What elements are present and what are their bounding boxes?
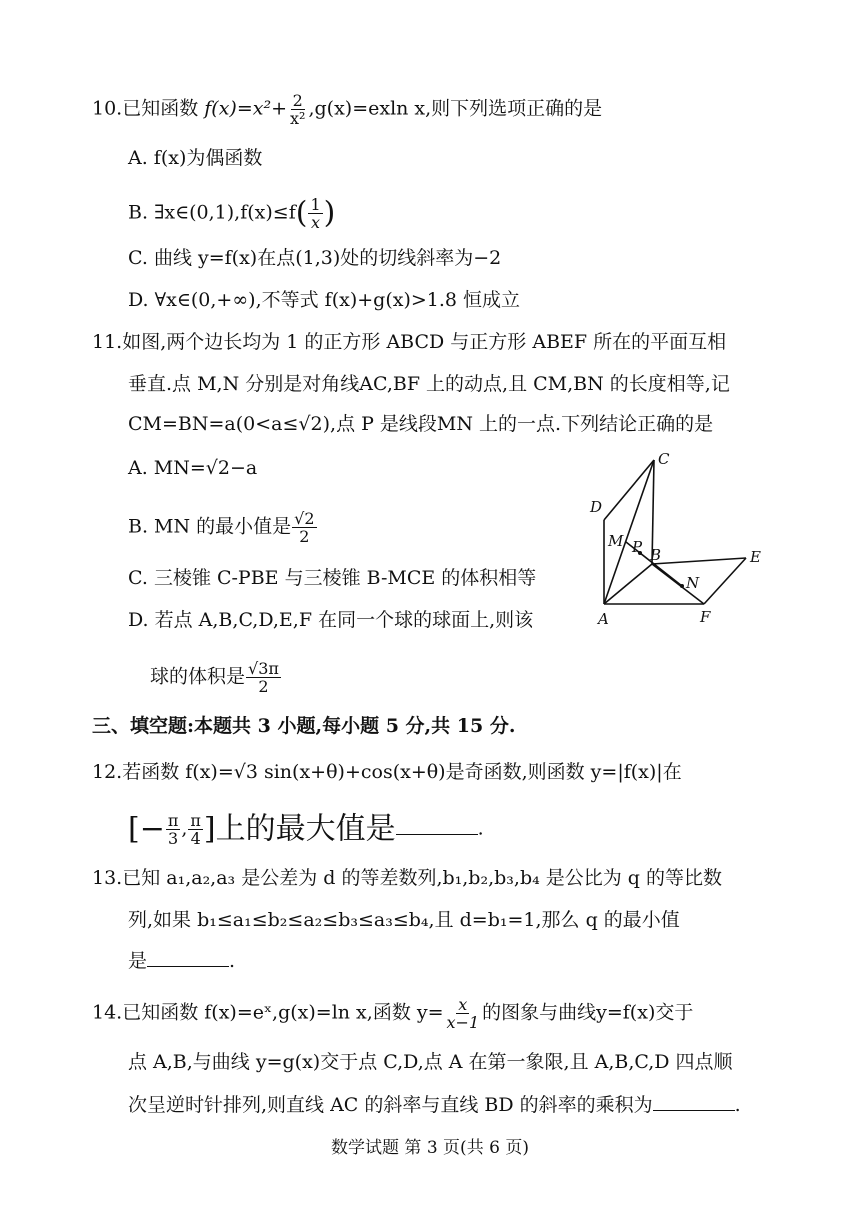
edge-DC — [604, 460, 654, 520]
label-P: P — [632, 538, 643, 556]
label-F: F — [700, 608, 711, 626]
q11-option-c: C. 三棱锥 C-PBE 与三棱锥 B-MCE 的体积相等 — [128, 567, 537, 589]
label-D: D — [590, 498, 603, 516]
label-B: B — [650, 546, 662, 564]
q10-option-c: C. 曲线 y=f(x)在点(1,3)处的切线斜率为−2 — [128, 247, 502, 269]
page-footer: 数学试题 第 3 页(共 6 页) — [331, 1138, 529, 1158]
edge-BE — [652, 558, 746, 564]
point-N — [680, 584, 684, 588]
q12-answer-blank — [396, 816, 478, 835]
q11-option-b-fraction: $\frac{√2}{2}$ — [294, 509, 315, 546]
q14-answer-blank — [653, 1092, 735, 1111]
q14-line-2: 点 A,B,与曲线 y=g(x)交于点 C,D,点 A 在第一象限,且 A,B,C,D 四点顺 — [128, 1051, 733, 1073]
section-3-heading: 三、填空题:本题共 3 小题,每小题 5 分,共 15 分. — [92, 715, 516, 737]
q10-option-b: B. ∃x∈(0,1),f(x)≤f( $\frac{1}{x}$ ) — [128, 195, 336, 232]
label-N: N — [686, 574, 700, 592]
label-A: A — [598, 610, 609, 628]
q11-line-3: CM=BN=a(0<a≤√2),点 P 是线段MN 上的一点.下列结论正确的是 — [128, 413, 714, 435]
q14-fraction: $\frac{x}{x-1}$ — [446, 995, 480, 1032]
q11-option-d-fraction: $\frac{√3\pi}{2}$ — [248, 659, 279, 696]
q10-option-b-fraction: $\frac{1}{x}$ — [310, 195, 321, 232]
q11-geometry-figure — [570, 440, 790, 640]
q11-option-d-line-1: D. 若点 A,B,C,D,E,F 在同一个球的球面上,则该 — [128, 609, 534, 631]
q12-line-2: [− $\frac{\pi}{3}$ , $\frac{\pi}{4}$ ]上的最大值是 . — [128, 811, 484, 848]
q11-option-d-line-2: 球的体积是 $\frac{√3\pi}{2}$ — [150, 659, 279, 696]
q14-line-3: 次呈逆时针排列,则直线 AC 的斜率与直线 BD 的斜率的乘积为 . — [128, 1094, 741, 1116]
q10-stem: 10.已知函数 f(x)=x²+ $\frac{2}{\text{x²}}$ ,g(x)=exln x,则下列选项正确的是 — [92, 91, 603, 128]
q10-option-d: D. ∀x∈(0,+∞),不等式 f(x)+g(x)>1.8 恒成立 — [128, 289, 521, 311]
label-E: E — [750, 548, 761, 566]
q12-fraction-1: $\frac{\pi}{3}$ — [167, 811, 179, 848]
q11-line-1: 11.如图,两个边长均为 1 的正方形 ABCD 与正方形 ABEF 所在的平面互相 — [92, 331, 727, 353]
q10-fraction: $\frac{2}{\text{x²}}$ — [290, 91, 306, 128]
q13-line-3: 是 . — [128, 950, 236, 972]
q13-line-1: 13.已知 a₁,a₂,a₃ 是公差为 d 的等差数列,b₁,b₂,b₃,b₄ 是公比为 q 的等比数 — [92, 867, 723, 889]
q14-line-1: 14.已知函数 f(x)=eˣ,g(x)=ln x,函数 y= $\frac{x}{x-1}$ 的图象与曲线y=f(x)交于 — [92, 995, 694, 1032]
q10-option-a: A. f(x)为偶函数 — [128, 147, 263, 169]
edge-EF — [704, 558, 746, 604]
label-M: M — [608, 532, 624, 550]
label-C: C — [658, 450, 670, 468]
q12-fraction-2: $\frac{\pi}{4}$ — [190, 811, 201, 848]
q11-option-b: B. MN 的最小值是 $\frac{√2}{2}$ — [128, 509, 315, 546]
q13-line-2: 列,如果 b₁≤a₁≤b₂≤a₂≤b₃≤a₃≤b₄,且 d=b₁=1,那么 q 的最小值 — [128, 909, 680, 931]
q11-line-2: 垂直.点 M,N 分别是对角线AC,BF 上的动点,且 CM,BN 的长度相等,记 — [128, 373, 730, 395]
q13-answer-blank — [147, 948, 229, 967]
q11-option-a: A. MN=√2−a — [128, 457, 258, 479]
q12-line-1: 12.若函数 f(x)=√3 sin(x+θ)+cos(x+θ)是奇函数,则函数 y=|f(x)|在 — [92, 761, 682, 783]
